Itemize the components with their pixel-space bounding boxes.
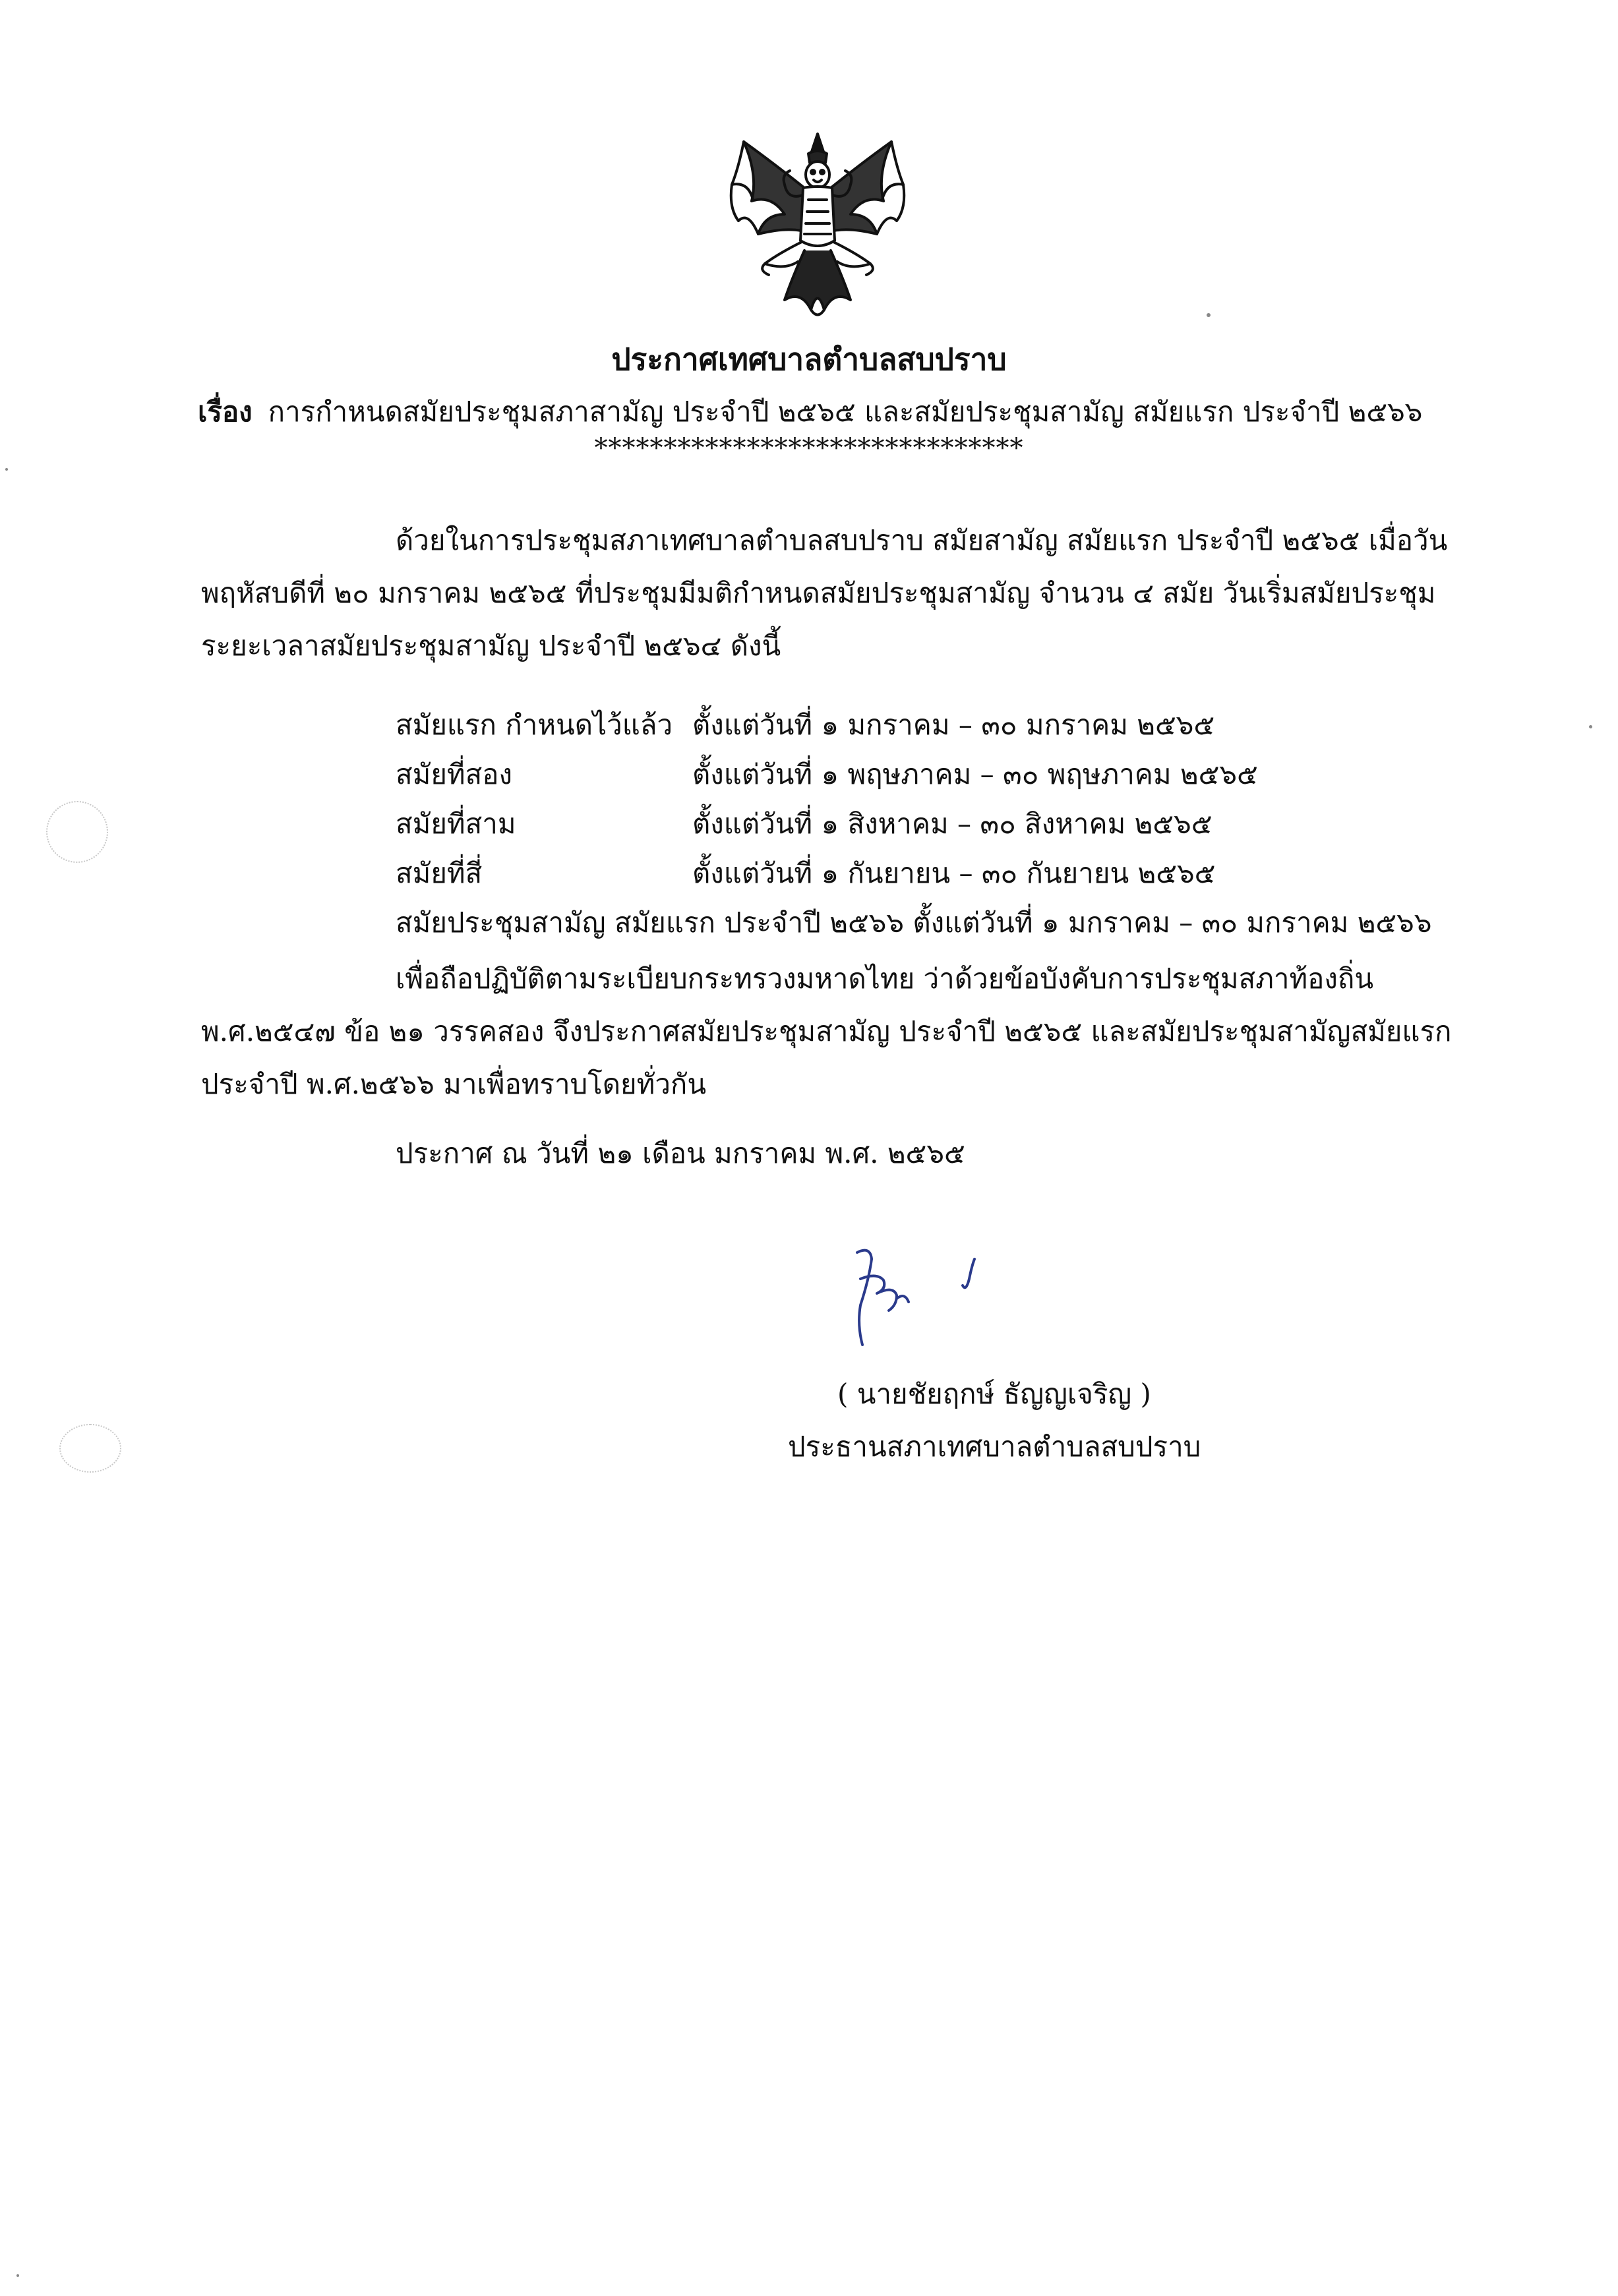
handwritten-signature [831,1239,1002,1351]
paragraph1-line2: พฤหัสบดีที่ ๒๐ มกราคม ๒๕๖๕ ที่ประชุมมีมติกำหนดสมัยประชุมสามัญ จำนวน ๔ สมัย วันเริ่มสมัยประชุม [201,577,1436,609]
scan-smudge [46,801,108,863]
next-year-session-line: สมัยประชุมสามัญ สมัยแรก ประจำปี ๒๕๖๖ ตั้งแต่วันที่ ๑ มกราคม – ๓๐ มกราคม ๒๕๖๖ [396,906,1432,939]
schedule-name: สมัยที่สาม [396,808,516,840]
paragraph1-line1: ด้วยในการประชุมสภาเทศบาลตำบลสบปราบ สมัยสามัญ สมัยแรก ประจำปี ๒๕๖๕ เมื่อวัน [396,524,1448,556]
schedule-dates: ตั้งแต่วันที่ ๑ พฤษภาคม – ๓๐ พฤษภาคม ๒๕๖๕ [692,758,1258,790]
paragraph2-line2: พ.ศ.๒๕๔๗ ข้อ ๒๑ วรรคสอง จึงประกาศสมัยประชุมสามัญ ประจำปี ๒๕๖๕ และสมัยประชุมสามัญสมัยแรก [201,1015,1452,1047]
schedule-name: สมัยที่สอง [396,758,512,790]
schedule-name: สมัยที่สี่ [396,857,483,889]
signer-position: ประธานสภาเทศบาลตำบลสบปราบ [788,1430,1201,1463]
subject-label: เรื่อง [198,396,253,428]
document-title: ประกาศเทศบาลตำบลสบปราบ [611,341,1007,377]
signer-name: ( นายชัยฤกษ์ ธัญญเจริญ ) [837,1378,1151,1410]
scan-smudge [59,1424,121,1473]
schedule-dates: ตั้งแต่วันที่ ๑ สิงหาคม – ๓๐ สิงหาคม ๒๕๖๕ [692,808,1213,840]
schedule-dates: ตั้งแต่วันที่ ๑ กันยายน – ๓๐ กันยายน ๒๕๖๕ [692,857,1216,889]
subject-line [198,392,1451,432]
scan-speck [1207,313,1211,317]
scan-speck [16,2274,19,2277]
schedule-name: สมัยแรก กำหนดไว้แล้ว [396,709,673,741]
separator: ******************************* [594,433,1024,463]
scan-speck [1589,725,1592,728]
paragraph2-line1: เพื่อถือปฏิบัติตามระเบียบกระทรวงมหาดไทย ว่าด้วยข้อบังคับการประชุมสภาท้องถิ่น [396,962,1374,995]
schedule-dates: ตั้งแต่วันที่ ๑ มกราคม – ๓๐ มกราคม ๒๕๖๕ [692,709,1215,741]
paragraph2-line3: ประจำปี พ.ศ.๒๕๖๖ มาเพื่อทราบโดยทั่วกัน [201,1068,707,1100]
paragraph1-line3: ระยะเวลาสมัยประชุมสามัญ ประจำปี ๒๕๖๔ ดังนี้ [201,630,781,662]
scan-speck [5,468,8,471]
garuda-emblem-icon [712,122,923,333]
announcement-date: ประกาศ ณ วันที่ ๒๑ เดือน มกราคม พ.ศ. ๒๕๖๕ [396,1137,965,1169]
subject-text: การกำหนดสมัยประชุมสภาสามัญ ประจำปี ๒๕๖๕ และสมัยประชุมสามัญ สมัยแรก ประจำปี ๒๕๖๖ [268,396,1423,428]
